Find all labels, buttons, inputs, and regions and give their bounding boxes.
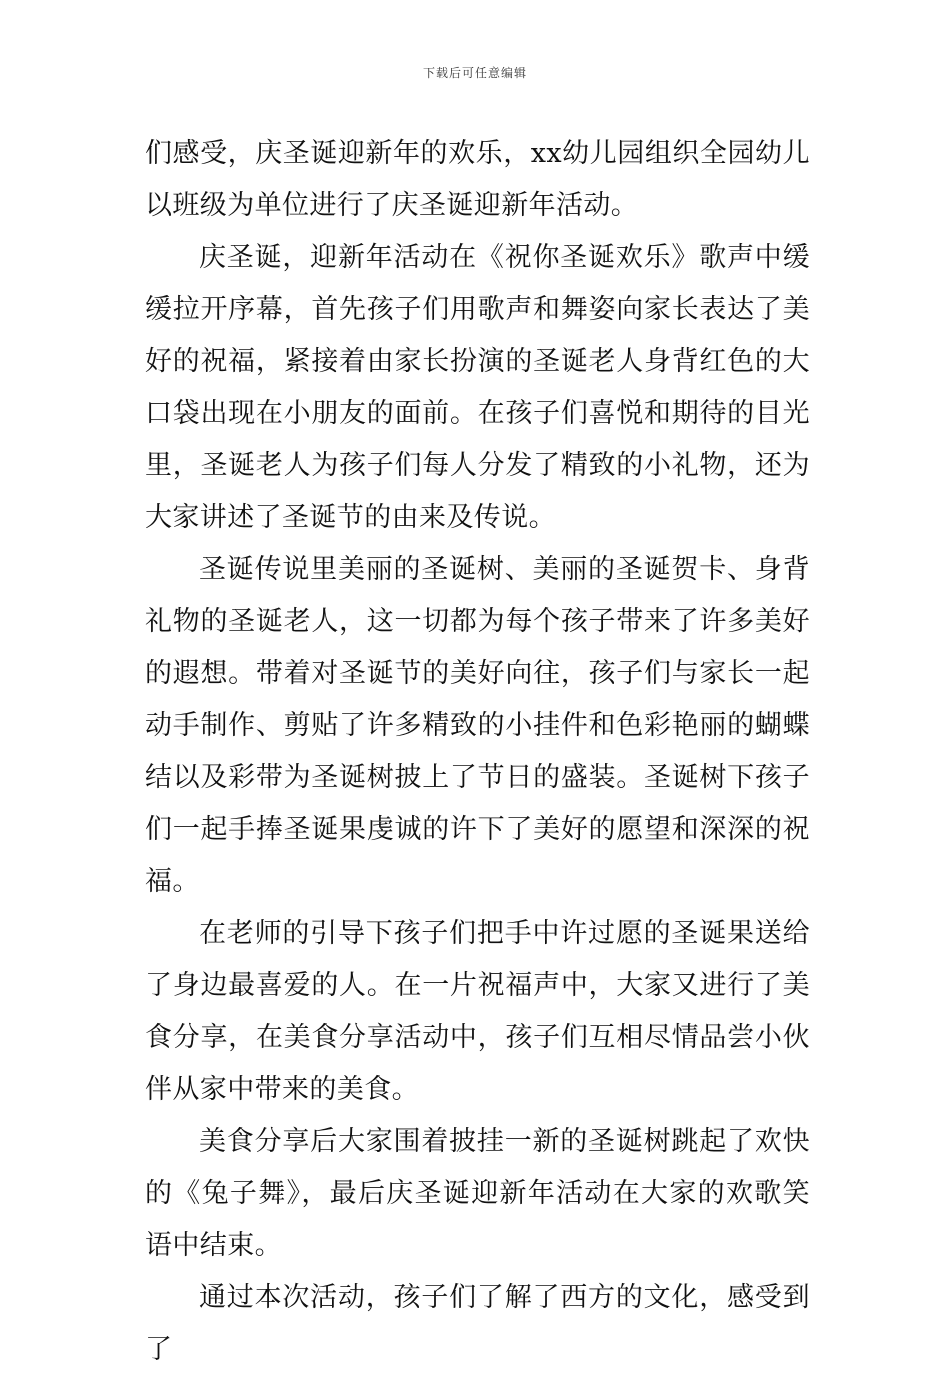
page-header-note: 下载后可任意编辑 bbox=[422, 66, 527, 80]
paragraph-2: 庆圣诞，迎新年活动在《祝你圣诞欢乐》歌声中缓缓拉开序幕，首先孩子们用歌声和舞姿向家长表达了美好的祝福，紧接着由家长扮演的圣诞老人身背红色的大口袋出现在小朋友的面前。在孩子们喜悦和期待的目光里，圣诞老人为孩子们每人分发了精致的小礼物，还为大家讲述了圣诞节的由来及传说。 bbox=[145, 242, 810, 533]
document-body bbox=[145, 128, 810, 1376]
paragraph-3: 圣诞传说里美丽的圣诞树、美丽的圣诞贺卡、身背礼物的圣诞老人，这一切都为每个孩子带来了许多美好的遐想。带着对圣诞节的美好向往，孩子们与家长一起动手制作、剪贴了许多精致的小挂件和色彩艳丽的蝴蝶结以及彩带为圣诞树披上了节日的盛装。圣诞树下孩子们一起手捧圣诞果虔诚的许下了美好的愿望和深深的祝福。 bbox=[145, 554, 810, 897]
paragraph-5: 美食分享后大家围着披挂一新的圣诞树跳起了欢快的《兔子舞》，最后庆圣诞迎新年活动在大家的欢歌笑语中结束。 bbox=[145, 1126, 810, 1261]
paragraph-1: 们感受，庆圣诞迎新年的欢乐，xx幼儿园组织全园幼儿以班级为单位进行了庆圣诞迎新年活动。 bbox=[145, 138, 810, 221]
paragraph-6: 通过本次活动，孩子们了解了西方的文化，感受到了 bbox=[145, 1282, 810, 1365]
paragraph-4: 在老师的引导下孩子们把手中许过愿的圣诞果送给了身边最喜爱的人。在一片祝福声中，大家又进行了美食分享，在美食分享活动中，孩子们互相尽情品尝小伙伴从家中带来的美食。 bbox=[145, 918, 810, 1105]
